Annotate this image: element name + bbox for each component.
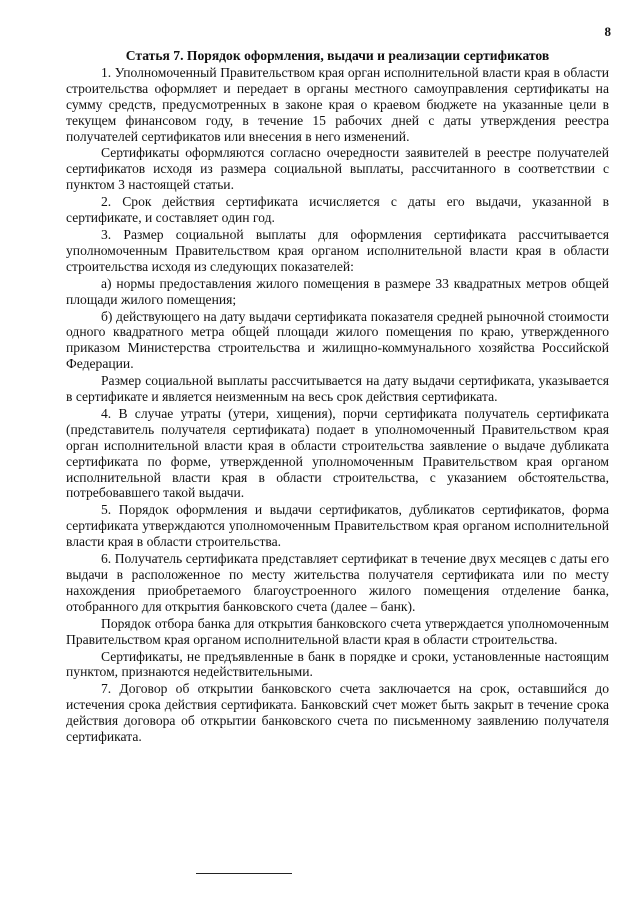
article-body bbox=[66, 48, 609, 746]
paragraph-5: а) нормы предоставления жилого помещения в размере 33 квадратных метров общей площади жилого помещения; bbox=[66, 275, 609, 307]
paragraph-4: 3. Размер социальной выплаты для оформления сертификата рассчитывается уполномоченным Правительством края органом исполнительной власти края в области строительства исходя из следующих показателей: bbox=[66, 226, 609, 274]
paragraph-12: Сертификаты, не предъявленные в банк в порядке и сроки, установленные настоящим пунктом, признаются недействительными. bbox=[66, 648, 609, 680]
paragraph-10: 6. Получатель сертификата представляет сертификат в течение двух месяцев с даты его выдачи в расположенное по месту жительства получателя сертификата или по месту нахождения приобретаемого благоустроенного жилого помещения отделение банка, отобранного для открытия банковского счета (далее – банк). bbox=[66, 551, 609, 614]
page-number: 8 bbox=[604, 24, 611, 39]
paragraph-11: Порядок отбора банка для открытия банковского счета утверждается уполномоченным Правительством края органом исполнительной власти края в области строительства. bbox=[66, 615, 609, 647]
paragraph-6: б) действующего на дату выдачи сертификата показателя средней рыночной стоимости одного квадратного метра общей площади жилого помещения по краю, утвержденного приказом Министерства строительства и жилищно-коммунального хозяйства Российской Федерации. bbox=[66, 308, 609, 372]
footer-rule bbox=[196, 873, 292, 874]
paragraph-8: 4. В случае утраты (утери, хищения), порчи сертификата получатель сертификата (представитель получателя сертификата) подает в уполномоченный Правительством края орган исполнительной власти края в области строительства заявление о выдаче дубликата сертификата по форме, утвержденной уполномоченным Правительством края органом исполнительной власти края в области строительства, с указанием обстоятельства, потребовавшего такой выдачи. bbox=[66, 405, 609, 501]
paragraph-3: 2. Срок действия сертификата исчисляется с даты его выдачи, указанной в сертификате, и составляет один год. bbox=[66, 194, 609, 226]
paragraph-1: 1. Уполномоченный Правительством края орган исполнительной власти края в области строительства оформляет и передает в органы местного самоуправления сертификаты на сумму средств, предусмотренных в законе края о краевом бюджете на указанные цели в текущем финансовом году, в течение 15 рабочих дней с даты утверждения реестра получателей сертификатов или внесения в него изменений. bbox=[66, 64, 609, 144]
paragraph-13: 7. Договор об открытии банковского счета заключается на срок, оставшийся до истечения срока действия сертификата. Банковский счет может быть закрыт в течение срока действия договора об открытии банковского счета по письменному заявлению получателя сертификата. bbox=[66, 681, 609, 745]
paragraph-9: 5. Порядок оформления и выдачи сертификатов, дубликатов сертификатов, форма сертификата утверждаются уполномоченным Правительством края органом исполнительной власти края в области строительства. bbox=[66, 502, 609, 550]
paragraph-2: Сертификаты оформляются согласно очередности заявителей в реестре получателей сертификатов исходя из размера социальной выплаты, рассчитанного в соответствии с пунктом 3 настоящей статьи. bbox=[66, 145, 609, 193]
paragraph-7: Размер социальной выплаты рассчитывается на дату выдачи сертификата, указывается в сертификате и является неизменным на весь срок действия сертификата. bbox=[66, 373, 609, 405]
article-title: Статья 7. Порядок оформления, выдачи и реализации сертификатов bbox=[125, 48, 550, 63]
